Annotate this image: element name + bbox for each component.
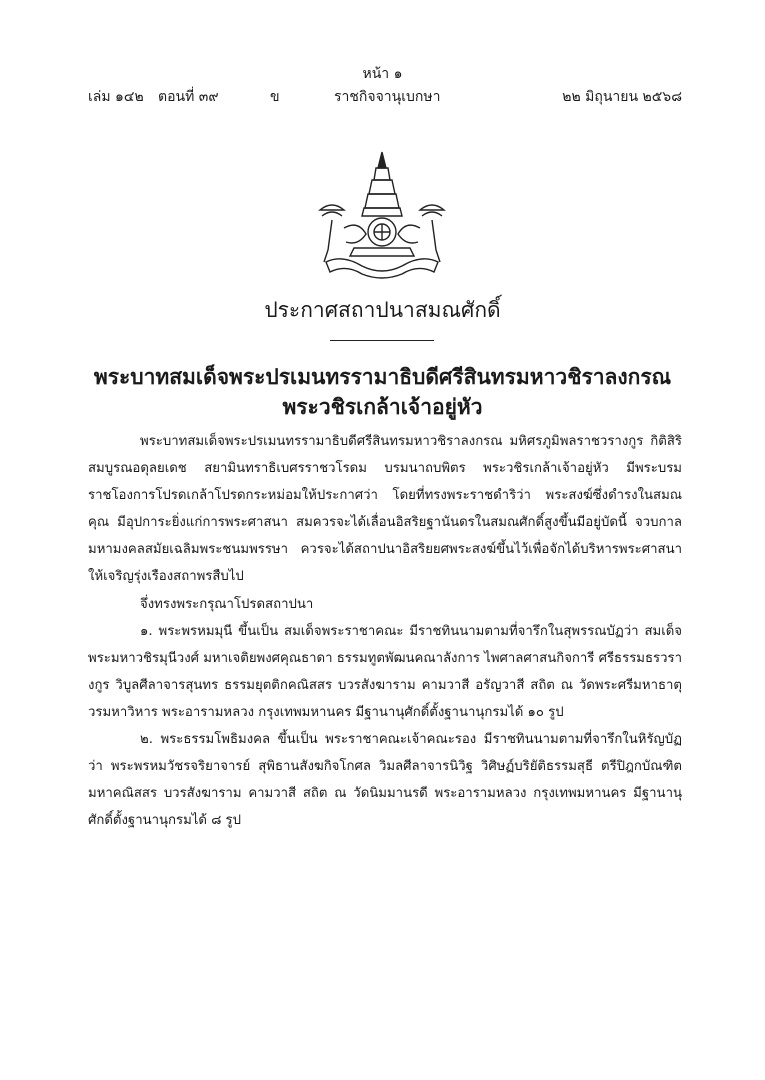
section-label: ตอนที่ ๓๙ [158,89,219,105]
publication-name: ราชกิจจานุเบกษา [334,89,441,105]
body-paragraph-item-2: ๒. พระธรรมโพธิมงคล ขึ้นเป็น พระราชาคณะเจ้าคณะรอง มีราชทินนามตามที่จารึกในหิรัญบัฏว่า พระพรหมวัชรจริยาจารย์ สุพิธานสังฆกิจโกศล วิมลศีลาจารนิวิฐ วิศิษฏ์บริยัติธรรมสุธี ตรีปิฎกบัณฑิต มหาคณิสสร บวรสังฆาราม คามวาสี สถิต ณ วัดนิมมานรดี พระอารามหลวง กรุงเทพมหานคร มีฐานานุศักดิ์ตั้งฐานานุกรมได้ ๘ รูป [88,732,682,829]
royal-emblem-icon [302,150,462,282]
body-paragraph-decree: จึ่งทรงพระกรุณาโปรดสถาปนา [140,596,314,612]
royal-title-line-1: พระบาทสมเด็จพระปรเมนทรรามาธิบดีศรีสินทรมหาวชิราลงกรณ [93,364,672,389]
page-number: หน้า ๑ [362,66,403,82]
body-paragraph-item-1: ๑. พระพรหมมุนี ขึ้นเป็น สมเด็จพระราชาคณะ มีราชทินนามตามที่จารึกในสุพรรณบัฏว่า สมเด็จพระมหาวชิรมุนีวงศ์ มหาเจติยพงศคุณธาดา ธรรมทูตพัฒนคณาลังการ ไพศาลศาสนกิจการี ศรีธรรมธรวรางกูร วิบูลศีลาจารสุนทร ธรรมยุตติกคณิสสร บวรสังฆาราม คามวาสี อรัญวาสี สถิต ณ วัดพระศรีมหาธาตุ วรมหาวิหาร พระอารามหลวง กรุงเทพมหานคร มีฐานานุศักดิ์ตั้งฐานานุกรมได้ ๑๐ รูป [88,623,682,720]
royal-title-line-2: พระวชิรเกล้าเจ้าอยู่หัว [282,394,483,419]
volume-label: เล่ม ๑๔๒ [88,89,144,105]
document-title: ประกาศสถาปนาสมณศักดิ์ [264,298,501,322]
document-body [88,428,682,834]
publication-date: ๒๒ มิถุนายน ๒๕๖๘ [562,89,682,105]
body-paragraph-preamble: พระบาทสมเด็จพระปรเมนทรรามาธิบดีศรีสินทรมหาวชิราลงกรณ มหิศรภูมิพลราชวรางกูร กิติสิริสมบูรณอดุลยเดช สยามินทราธิเบศรราชวโรดม บรมนาถบพิตร พระวชิรเกล้าเจ้าอยู่หัว มีพระบรมราชโองการโปรดเกล้าโปรดกระหม่อมให้ประกาศว่า โดยที่ทรงพระราชดำริว่า พระสงฆ์ซึ่งดำรงในสมณคุณ มีอุปการะยิ่งแก่การพระศาสนา สมควรจะได้เลื่อนอิสริยฐานันดรในสมณศักดิ์สูงขึ้นมีอยู่บัดนี้ จวบกาลมหามงคลสมัยเฉลิมพระชนมพรรษา ควรจะได้สถาปนาอิสริยยศพระสงฆ์ขึ้นไว้เพื่อจักได้บริหารพระศาสนาให้เจริญรุ่งเรืองสถาพรสืบไป [88,434,682,585]
royal-title [0,362,765,422]
gazette-header-row [88,86,682,108]
part-label: ข [270,89,280,105]
title-divider [330,340,434,341]
